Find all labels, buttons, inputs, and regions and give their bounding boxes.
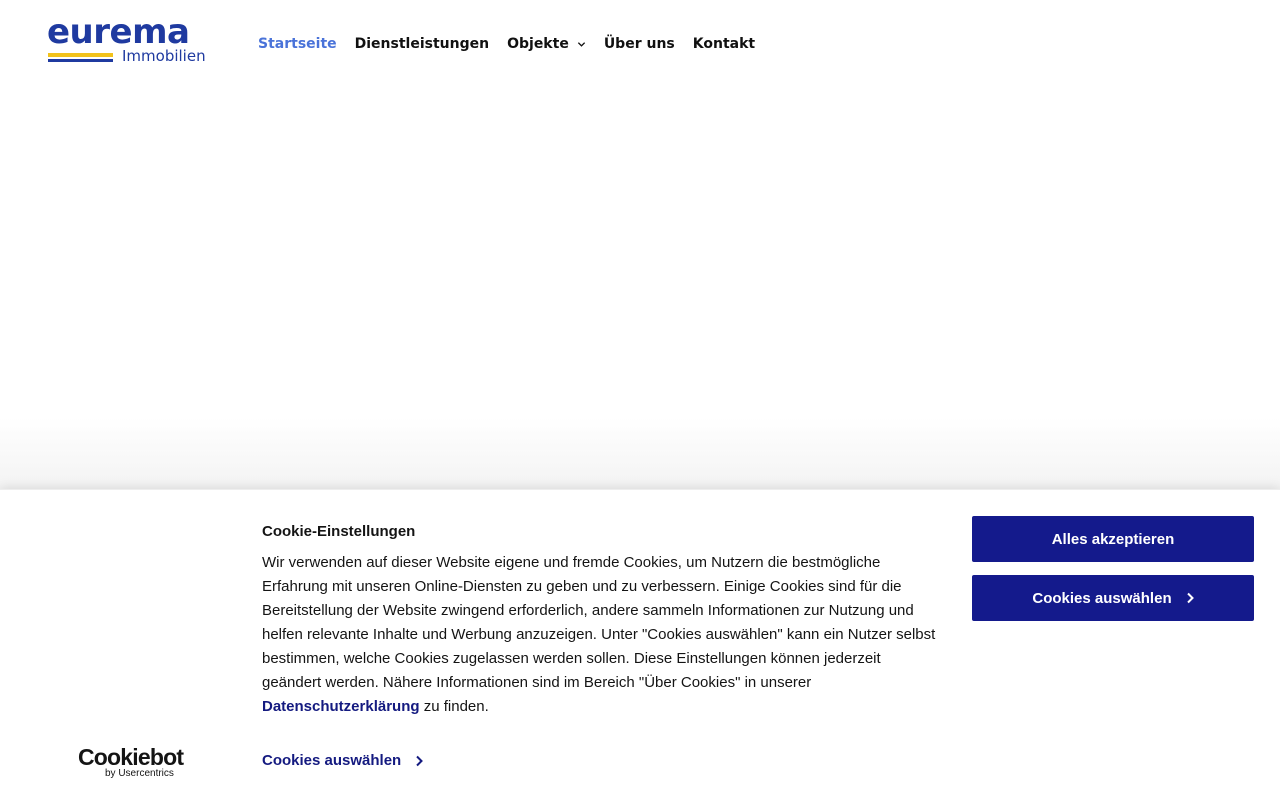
cookies-select-link[interactable] [262,752,423,769]
chevron-right-icon [1186,592,1194,604]
cookie-title: Cookie-Einstellungen [262,523,416,540]
cookiebot-logo[interactable] [78,744,188,784]
logo-yellow-stripe [48,53,113,57]
nav-item-kontakt[interactable]: Kontakt [692,36,756,52]
nav-item-objekte-label: Objekte [507,36,569,52]
cookie-banner [0,489,1280,801]
eurema-logo[interactable] [47,12,217,68]
nav-item-objekte[interactable] [507,36,586,52]
hero-area [0,90,1280,490]
nav-item-startseite[interactable]: Startseite [258,36,337,52]
select-cookies-button[interactable] [972,575,1254,621]
nav-item-ueber-uns[interactable]: Über uns [603,36,675,52]
cookie-description [262,551,942,719]
cookie-text-end: zu finden. [423,698,489,715]
accept-all-button[interactable]: Alles akzeptieren [972,516,1254,562]
logo-blue-stripe [48,59,113,62]
cookie-text: Wir verwenden auf dieser Website eigene und fremde Cookies, um Nutzern die bestmögliche Erfahrung mit unseren Online-Diensten zu geben und zu verbessern. Einige Cookies sind für die Bereitstellung der Website zwingend erforderlich, andere sammeln Informationen zur Nutzung und helfen relevante Inhalte und Werbung anzuzeigen. Unter "Cookies auswählen" kann ein Nutzer selbst bestimmen, welche Cookies zugelassen werden sollen. Diese Einstellungen können jederzeit geändert werden. Nähere Informationen sind im Bereich "Über Cookies" in unserer [262,554,936,691]
chevron-right-icon [415,755,423,767]
logo-wordmark: eurema [47,12,190,52]
chevron-down-icon [577,40,586,49]
logo-subtitle: Immobilien [122,47,206,65]
site-header [0,0,1280,90]
privacy-policy-link[interactable]: Datenschutzerklärung [262,698,420,715]
cookiebot-logo-sub: by Usercentrics [105,768,174,779]
cookies-select-link-label: Cookies auswählen [262,752,402,769]
nav-item-dienstleistungen[interactable]: Dienstleistungen [354,36,490,52]
select-cookies-button-label: Cookies auswählen [1032,589,1172,607]
main-nav [258,33,773,55]
cookiebot-logo-text: Cookiebot [78,744,184,770]
